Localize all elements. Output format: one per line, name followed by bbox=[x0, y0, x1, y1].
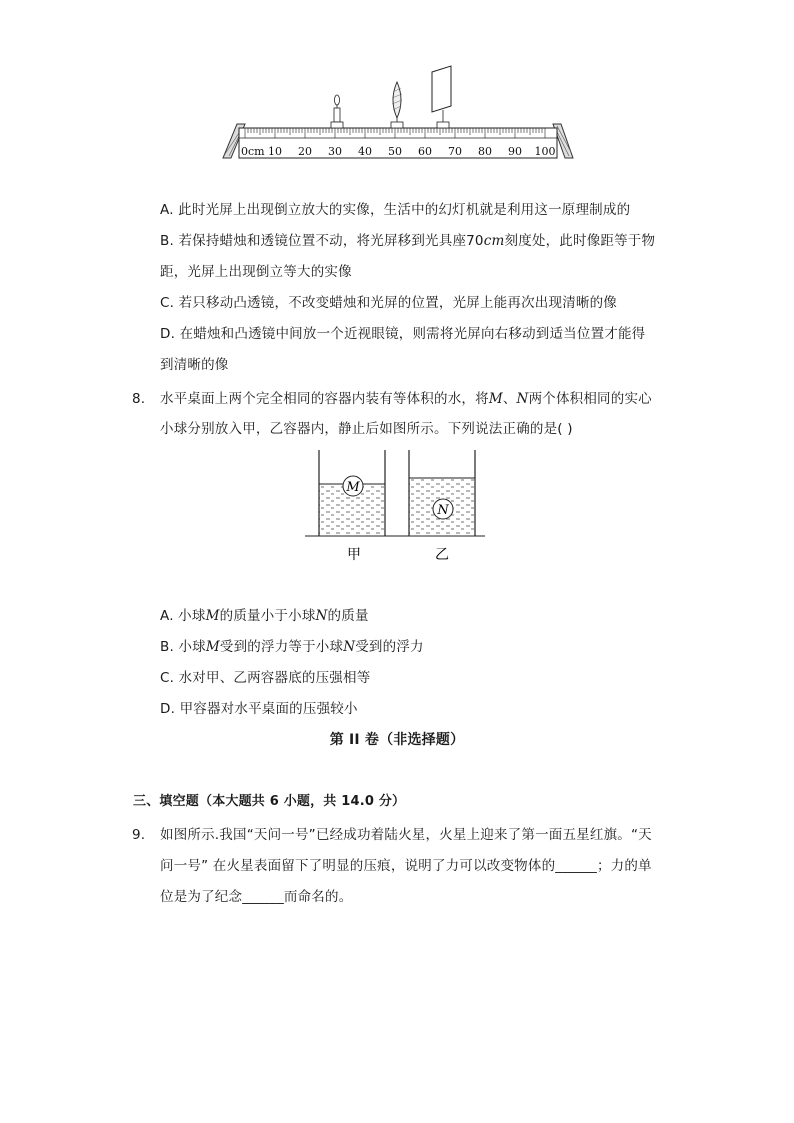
bench-tick-label: 60 bbox=[418, 145, 432, 158]
section-2-title: 第 II 卷（非选择题） bbox=[329, 732, 465, 748]
bench-tick-label: 80 bbox=[478, 145, 492, 158]
q8-option-d: D. 甲容器对水平桌面的压强较小 bbox=[160, 701, 358, 717]
bench-tick-label: 70 bbox=[448, 145, 462, 158]
section-3-heading: 三、填空题（本大题共 6 小题，共 14.0 分） bbox=[133, 794, 406, 809]
q8-number: 8. bbox=[132, 391, 146, 407]
q9-line1: 如图所示.我国“天问一号”已经成功着陆火星，火星上迎来了第一面五星红旗。“天 bbox=[160, 827, 652, 843]
q8-stem-line2: 小球分别放入甲，乙容器内，静止后如图所示。下列说法正确的是( ) bbox=[160, 421, 573, 437]
q9-number: 9. bbox=[132, 827, 146, 843]
q8-option-a: A. 小球M的质量小于小球N的质量 bbox=[160, 608, 369, 624]
ball-n-label: N bbox=[437, 503, 449, 518]
light-screen bbox=[432, 66, 451, 128]
q8-option-c: C. 水对甲、乙两容器底的压强相等 bbox=[160, 670, 371, 686]
q7-option-b-line1: B. 若保持蜡烛和透镜位置不动，将光屏移到光具座70cm刻度处，此时像距等于物 bbox=[160, 233, 656, 249]
q7-option-b-line2: 距，光屏上出现倒立等大的实像 bbox=[160, 264, 352, 280]
containers-figure bbox=[305, 446, 495, 566]
bench-tick-label: 10 bbox=[268, 145, 282, 158]
q9-line2: 问一号” 在火星表面留下了明显的压痕，说明了力可以改变物体的______；力的单 bbox=[160, 858, 652, 874]
q9-line3: 位是为了纪念______而命名的。 bbox=[160, 889, 353, 905]
ball-m-label: M bbox=[346, 480, 360, 495]
q8-stem-line1: 水平桌面上两个完全相同的容器内装有等体积的水，将M、N两个体积相同的实心 bbox=[160, 391, 652, 407]
q8-option-b: B. 小球M受到的浮力等于小球N受到的浮力 bbox=[160, 639, 424, 655]
bench-tick-label: 40 bbox=[358, 145, 372, 158]
q7-option-a: A. 此时光屏上出现倒立放大的实像，生活中的幻灯机就是利用这一原理制成的 bbox=[160, 202, 631, 218]
bench-tick-label: 90 bbox=[508, 145, 522, 158]
bench-tick-label: 0cm bbox=[241, 145, 265, 158]
candle bbox=[331, 95, 343, 128]
convex-lens bbox=[391, 82, 403, 128]
label-yi: 乙 bbox=[435, 547, 449, 563]
container-yi bbox=[409, 450, 475, 536]
optical-bench-figure bbox=[215, 60, 585, 165]
q7-option-d-line2: 到清晰的像 bbox=[160, 357, 229, 373]
bench-tick-label: 100 bbox=[534, 145, 556, 158]
label-jia: 甲 bbox=[347, 547, 361, 563]
bench-tick-label: 20 bbox=[298, 145, 312, 158]
q7-option-d-line1: D. 在蜡烛和凸透镜中间放一个近视眼镜，则需将光屏向右移动到适当位置才能得 bbox=[160, 326, 646, 342]
q7-option-c: C. 若只移动凸透镜，不改变蜡烛和光屏的位置，光屏上能再次出现清晰的像 bbox=[160, 295, 618, 311]
bench-tick-label: 30 bbox=[328, 145, 342, 158]
bench-tick-label: 50 bbox=[388, 145, 402, 158]
